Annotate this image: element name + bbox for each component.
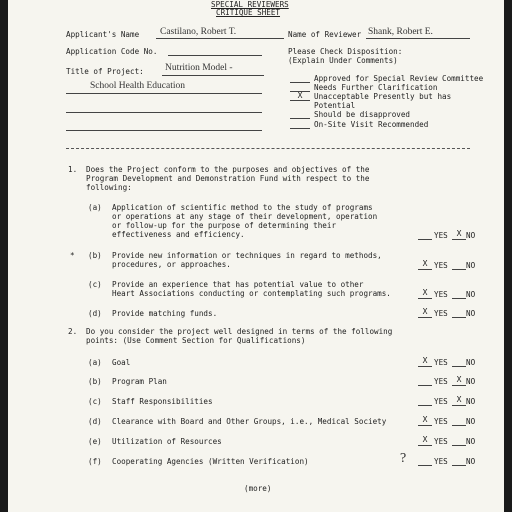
- question-1-text: Does the Project conform to the purposes and objectives of the: [86, 165, 370, 174]
- yes-label: YES: [434, 309, 448, 318]
- disposition-option-label: Unacceptable Presently but has: [314, 92, 452, 101]
- yes-label: YES: [434, 377, 448, 386]
- disposition-option-label-cont: Potential: [314, 101, 356, 110]
- yes-mark: X: [422, 356, 428, 365]
- no-label: NO: [466, 397, 476, 406]
- no-label: NO: [466, 309, 476, 318]
- reviewer-name-line: [366, 38, 470, 39]
- item-text: Application of scientific method to the study of programs: [112, 203, 373, 212]
- item-text: or operations at any stage of their development, operation: [112, 212, 378, 221]
- disposition-option-label: On-Site Visit Recommended: [314, 120, 429, 129]
- item-letter: (b): [88, 377, 102, 386]
- yes-mark: X: [422, 259, 428, 268]
- item-letter: (f): [88, 457, 102, 466]
- no-mark: X: [456, 375, 462, 384]
- item-text: effectiveness and efficiency.: [112, 230, 245, 239]
- yes-label: YES: [434, 358, 448, 367]
- no-checkbox[interactable]: [452, 356, 466, 367]
- no-label: NO: [466, 358, 476, 367]
- no-label: NO: [466, 457, 476, 466]
- question-2-text: points: (Use Comment Section for Qualifications): [86, 336, 306, 345]
- item-text: Staff Responsibilities: [112, 397, 213, 406]
- item-star: *: [70, 251, 75, 260]
- yes-label: YES: [434, 231, 448, 240]
- no-mark: X: [456, 229, 462, 238]
- question-1-number: 1.: [68, 165, 78, 174]
- reviewer-name-value: Shank, Robert E.: [368, 27, 433, 37]
- item-letter: (d): [88, 417, 102, 426]
- yes-mark: X: [422, 435, 428, 444]
- project-title-line-2: [66, 93, 262, 94]
- question-2-number: 2.: [68, 327, 78, 336]
- yes-label: YES: [434, 437, 448, 446]
- no-checkbox[interactable]: [452, 435, 466, 446]
- item-text: Provide matching funds.: [112, 309, 218, 318]
- yes-checkbox[interactable]: [418, 229, 432, 240]
- no-label: NO: [466, 290, 476, 299]
- item-text: Cooperating Agencies (Written Verification): [112, 457, 309, 466]
- no-label: NO: [466, 417, 476, 426]
- item-text: Provide an experience that has potential value to other: [112, 280, 364, 289]
- project-title-value-2: School Health Education: [90, 81, 185, 91]
- disposition-option-label: Should be disapproved: [314, 110, 411, 119]
- yes-mark: X: [422, 288, 428, 297]
- question-1-text: following:: [86, 183, 132, 192]
- no-checkbox[interactable]: [452, 307, 466, 318]
- yes-checkbox[interactable]: [418, 375, 432, 386]
- item-letter: (b): [88, 251, 102, 260]
- question-1-text: Program Development and Demonstration Fund with respect to the: [86, 174, 370, 183]
- item-text: Provide new information or techniques in regard to methods,: [112, 251, 382, 260]
- disposition-option-label: Approved for Special Review Committee: [314, 74, 484, 83]
- project-title-label: Title of Project:: [66, 67, 144, 76]
- reviewer-name-label: Name of Reviewer: [288, 30, 362, 39]
- item-text: Clearance with Board and Other Groups, i.e., Medical Society: [112, 417, 387, 426]
- critique-sheet-page: [8, 0, 504, 512]
- item-letter: (c): [88, 397, 102, 406]
- no-checkbox[interactable]: [452, 455, 466, 466]
- disposition-option-label: Needs Further Clarification: [314, 83, 438, 92]
- no-mark: X: [456, 395, 462, 404]
- application-code-line: [168, 55, 262, 56]
- item-text: Heart Associations conducting or contemplating such programs.: [112, 289, 391, 298]
- yes-label: YES: [434, 417, 448, 426]
- no-checkbox[interactable]: [452, 288, 466, 299]
- item-text: procedures, or approaches.: [112, 260, 231, 269]
- item-text: Utilization of Resources: [112, 437, 222, 446]
- yes-mark: X: [422, 415, 428, 424]
- check-mark: X: [297, 91, 303, 100]
- yes-label: YES: [434, 290, 448, 299]
- more-indicator: (more): [244, 484, 272, 493]
- no-checkbox[interactable]: [452, 259, 466, 270]
- disposition-label: Please Check Disposition:: [288, 47, 403, 56]
- item-text: Program Plan: [112, 377, 167, 386]
- project-title-line-3: [66, 112, 262, 113]
- applicant-name-value: Castilano, Robert T.: [160, 27, 237, 37]
- no-label: NO: [466, 437, 476, 446]
- disposition-checkbox[interactable]: [290, 118, 310, 129]
- yes-checkbox[interactable]: [418, 455, 432, 466]
- yes-checkbox[interactable]: [418, 395, 432, 406]
- disposition-sublabel: (Explain Under Comments): [288, 56, 398, 65]
- item-letter: (e): [88, 437, 102, 446]
- application-code-label: Application Code No.: [66, 47, 158, 56]
- applicant-name-line: [156, 38, 284, 39]
- yes-mark: X: [422, 307, 428, 316]
- project-title-line-1: [162, 75, 264, 76]
- no-checkbox[interactable]: [452, 415, 466, 426]
- yes-label: YES: [434, 261, 448, 270]
- item-letter: (a): [88, 358, 102, 367]
- project-title-value-1: Nutrition Model -: [165, 63, 233, 73]
- project-title-line-4: [66, 130, 262, 131]
- item-letter: (c): [88, 280, 102, 289]
- item-text: or follow-up for the purpose of determining their: [112, 221, 337, 230]
- no-label: NO: [466, 231, 476, 240]
- form-subtitle: CRITIQUE SHEET: [216, 8, 281, 17]
- yes-label: YES: [434, 397, 448, 406]
- yes-label: YES: [434, 457, 448, 466]
- item-letter: (d): [88, 309, 102, 318]
- no-label: NO: [466, 261, 476, 270]
- question-2-text: Do you consider the project well designed in terms of the following: [86, 327, 393, 336]
- item-letter: (a): [88, 203, 102, 212]
- question-mark-annotation: ?: [400, 451, 407, 466]
- item-text: Goal: [112, 358, 131, 367]
- form-title: SPECIAL REVIEWERS: [211, 0, 289, 9]
- applicant-name-label: Applicant's Name: [66, 30, 140, 39]
- section-divider: [66, 148, 470, 149]
- no-label: NO: [466, 377, 476, 386]
